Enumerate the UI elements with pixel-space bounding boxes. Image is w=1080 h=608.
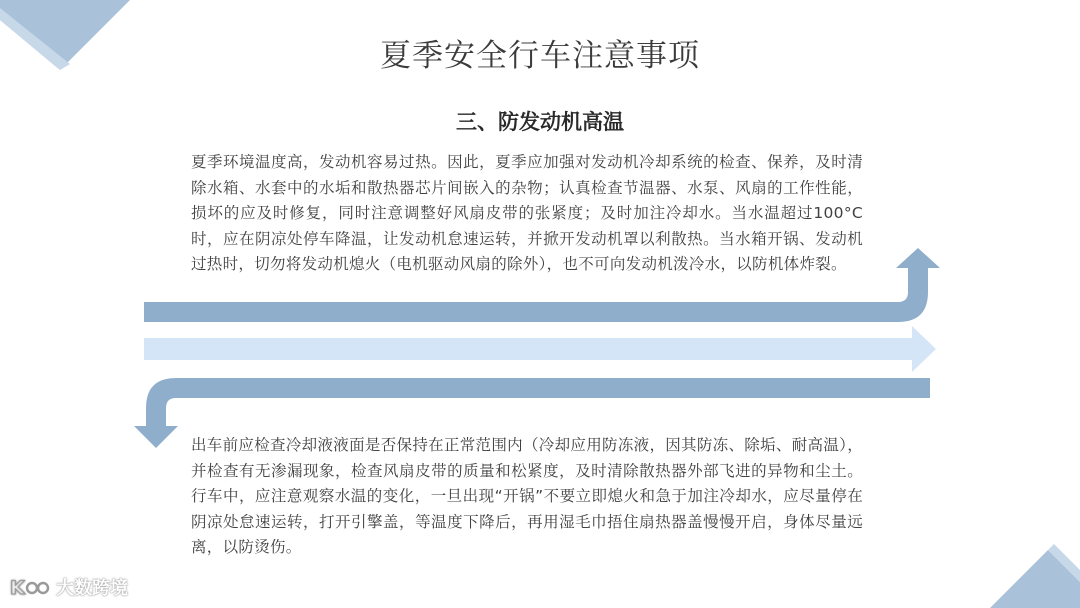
section-heading: 三、防发动机高温 [456, 110, 624, 134]
watermark [8, 574, 128, 600]
page-title: 夏季安全行车注意事项 [380, 38, 700, 74]
arrow-right [144, 326, 936, 372]
brand-logo-icon [8, 575, 52, 599]
paragraph-engine-cooling: 夏季环境温度高，发动机容易过热。因此，夏季应加强对发动机冷却系统的检查、保养，及时清除水箱、水套中的水垢和散热器芯片间嵌入的杂物；认真检查节温器、水泵、风扇的工作性能，损坏的应及时修复，同时注意调整好风扇皮带的张紧度；及时加注冷却水。当水温超过100°C时，应在阴凉处停车降温，让发动机怠速运转，并掀开发动机罩以利散热。当水箱开锅、发动机过热时，切勿将发动机熄火（电机驱动风扇的除外），也不可向发动机泼冷水，以防机体炸裂。 [191, 153, 863, 273]
watermark-text: 大数跨境 [56, 578, 128, 599]
arrow-up-right [144, 248, 940, 322]
paragraph-pre-trip-check: 出车前应检查冷却液液面是否保持在正常范围内（冷却应用防冻液，因其防冻、除垢、耐高温），并检查有无渗漏现象，检查风扇皮带的质量和松紧度，及时清除散热器外部飞进的异物和尘土。行车中，应注意观察水温的变化，一旦出现“开锅”不要立即熄火和急于加注冷却水，应尽量停在阴凉处怠速运转，打开引擎盖，等温度下降后，再用湿毛巾捂住扇热器盖慢慢开启，身体尽量远离，以防烫伤。 [191, 436, 863, 556]
svg-text:K: K [10, 577, 25, 599]
